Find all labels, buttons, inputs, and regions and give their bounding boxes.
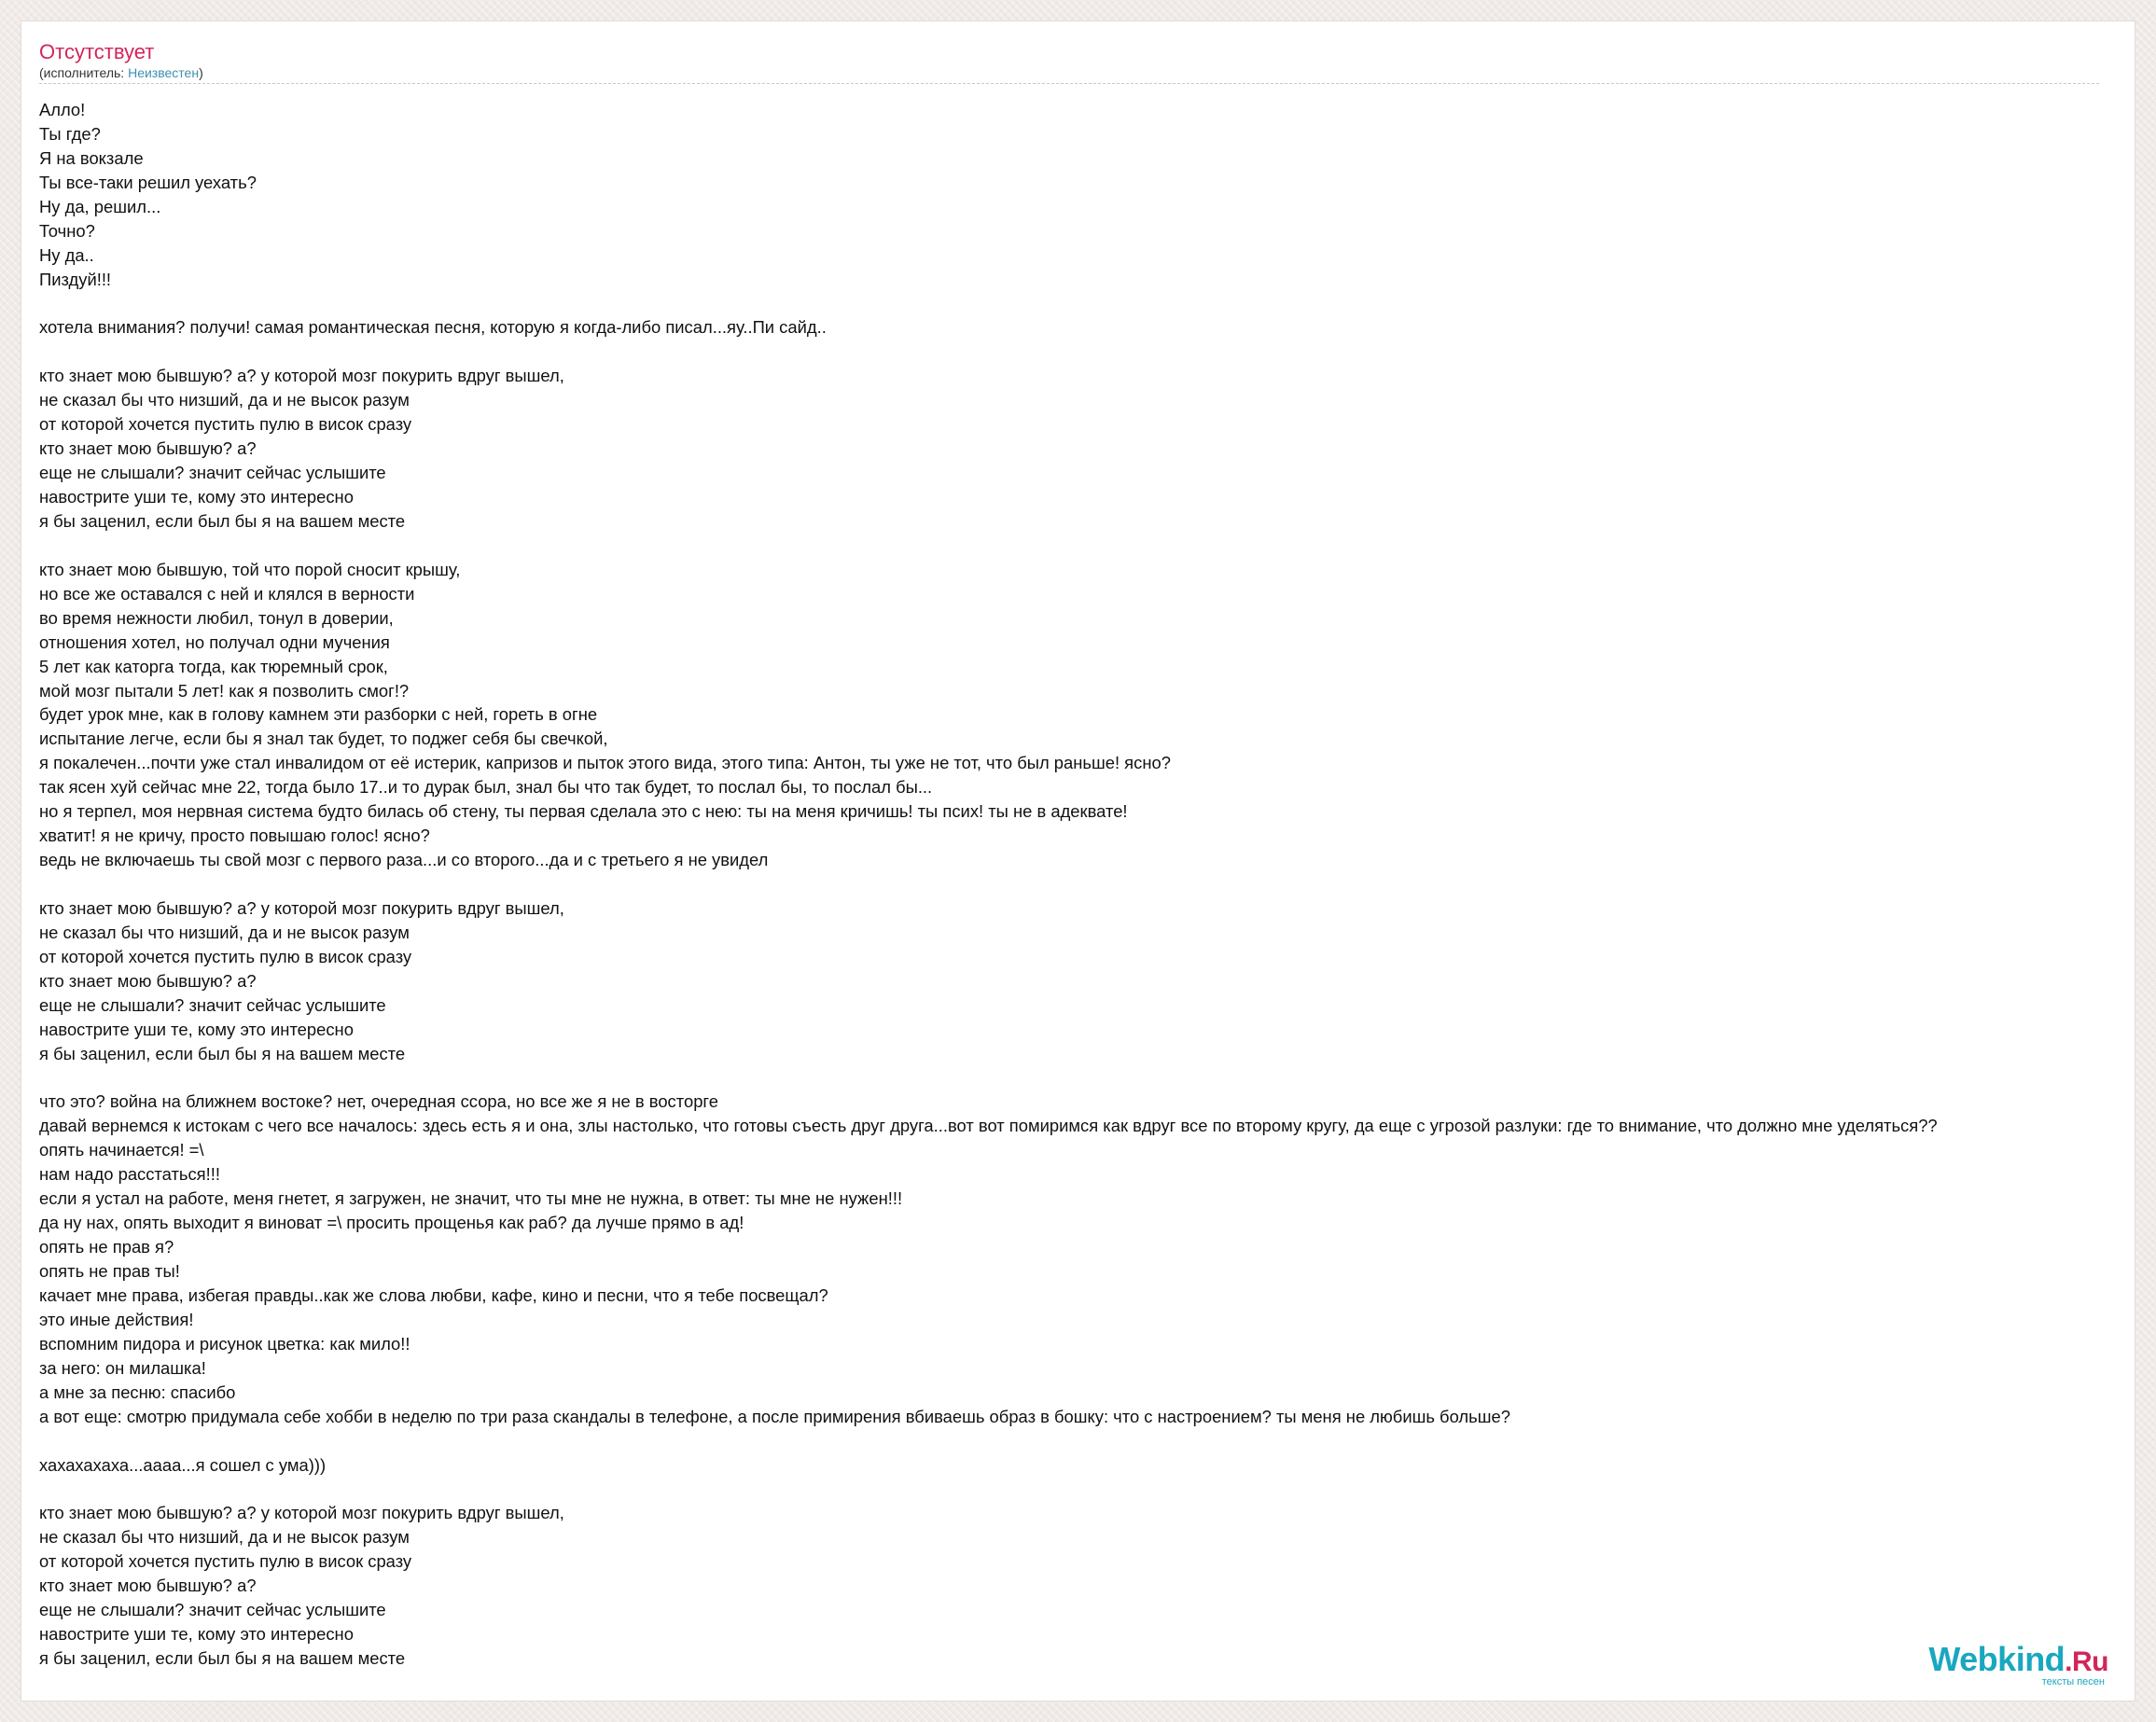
lyrics-line: ведь не включаешь ты свой мозг с первого раза...и со второго...да и с третьего я не увидел [39, 850, 769, 870]
lyrics-line: опять не прав я? [39, 1237, 174, 1257]
lyrics-line: кто знает мою бывшую? а? у которой мозг покурить вдруг вышел, [39, 1503, 564, 1523]
lyrics-line: хахахахаха...аааа...я сошел с ума))) [39, 1454, 327, 1475]
site-logo[interactable] [1928, 1642, 2108, 1687]
lyrics-line: Ты все-таки решил уехать? [39, 172, 257, 192]
lyrics-line: давай вернемся к истокам с чего все началось: здесь есть я и она, злы настолько, что готовы съесть друг друга...вот вот помиримся как вдруг все по второму кругу, да еще с угрозой разлуки: где то внимание, что должно мне уделяться?? [39, 1116, 1938, 1136]
lyrics-line: а мне за песню: спасибо [39, 1382, 236, 1402]
logo-wordmark [1928, 1642, 2108, 1680]
lyrics-line: 5 лет как каторга тогда, как тюремный срок, [39, 656, 388, 676]
lyrics-line: опять начинается! =\ [39, 1140, 204, 1160]
lyrics-line: но я терпел, моя нервная система будто билась об стену, ты первая сделала это с нею: ты на меня кричишь! ты псих! ты не в адеквате! [39, 801, 1128, 822]
lyrics-line: Ну да, решил... [39, 196, 161, 216]
performer-prefix: (исполнитель: [39, 65, 129, 80]
lyrics-line: отношения хотел, но получал одни мучения [39, 632, 390, 652]
lyrics-line: от которой хочется пустить пулю в висок сразу [39, 1551, 412, 1572]
content-card [21, 21, 2135, 1701]
lyrics-line: кто знает мою бывшую? а? у которой мозг покурить вдруг вышел, [39, 897, 564, 918]
lyrics-line: качает мне права, избегая правды..как же слова любви, кафе, кино и песни, что я тебе посвещал? [39, 1285, 828, 1305]
song-header [39, 40, 2099, 84]
lyrics-line: это иные действия! [39, 1309, 194, 1329]
logo-brand: Webkind [1928, 1640, 2066, 1678]
song-title: Отсутствует [39, 40, 155, 63]
lyrics-line: нам надо расстаться!!! [39, 1164, 220, 1185]
logo-tagline: тексты песен [2041, 1676, 2105, 1687]
lyrics-line: Пиздуй!!! [39, 269, 112, 289]
lyrics-line: еще не слышали? значит сейчас услышите [39, 994, 386, 1015]
lyrics-line: навострите уши те, кому это интересно [39, 1019, 354, 1039]
lyrics-line: я бы заценил, если был бы я на вашем месте [39, 1043, 406, 1063]
lyrics-line: что это? война на ближнем востоке? нет, очередная ссора, но все же я не в восторге [39, 1091, 718, 1112]
lyrics-blank-line [39, 1477, 2135, 1501]
lyrics-line: вспомним пидора и рисунок цветка: как мило!! [39, 1333, 410, 1354]
lyrics-line: кто знает мою бывшую? а? у которой мозг покурить вдруг вышел, [39, 366, 564, 386]
lyrics-blank-line [39, 534, 2135, 558]
lyrics-line: не сказал бы что низший, да и не высок разум [39, 922, 410, 942]
lyrics-line: за него: он милашка! [39, 1357, 206, 1378]
lyrics-blank-line [39, 1066, 2135, 1090]
lyrics-line: кто знает мою бывшую? а? [39, 1576, 257, 1596]
lyrics-line: будет урок мне, как в голову камнем эти разборки с ней, гореть в огне [39, 704, 598, 725]
lyrics-line: хватит! я не кричу, просто повышаю голос! ясно? [39, 826, 430, 846]
logo-tld: .Ru [2065, 1646, 2108, 1677]
lyrics-line: если я устал на работе, меня гнетет, я загружен, не значит, что ты мне не нужна, в ответ: ты мне не нужен!!! [39, 1188, 903, 1209]
lyrics-line: Ну да.. [39, 244, 94, 265]
lyrics-line: а вот еще: смотрю придумала себе хобби в неделю по три раза скандалы в телефоне, а после примирения вбиваешь образ в бошку: что с настроением? ты меня не любишь больше? [39, 1406, 1510, 1426]
lyrics-line: от которой хочется пустить пулю в висок сразу [39, 414, 412, 435]
lyrics-line: не сказал бы что низший, да и не высок разум [39, 390, 410, 410]
lyrics-line: Точно? [39, 220, 95, 241]
performer-line [39, 64, 2099, 81]
lyrics-line: навострите уши те, кому это интересно [39, 487, 354, 507]
lyrics-line: навострите уши те, кому это интересно [39, 1624, 354, 1645]
lyrics-line: Ты где? [39, 123, 101, 144]
lyrics-line: испытание легче, если бы я знал так будет, то поджег себя бы свечкой, [39, 729, 608, 749]
lyrics-line: Я на вокзале [39, 147, 144, 168]
lyrics-blank-line [39, 292, 2135, 316]
lyrics-line: так ясен хуй сейчас мне 22, тогда было 17..и то дурак был, знал бы что так будет, то послал бы, то послал бы... [39, 777, 933, 798]
lyrics-line: не сказал бы что низший, да и не высок разум [39, 1527, 410, 1548]
lyrics-blank-line [39, 872, 2135, 896]
lyrics-line: кто знает мою бывшую? а? [39, 438, 257, 459]
performer-suffix: ) [199, 65, 203, 80]
lyrics-line: кто знает мою бывшую, той что порой сносит крышу, [39, 559, 461, 579]
lyrics-line: Алло! [39, 100, 86, 119]
lyrics-line: от которой хочется пустить пулю в висок сразу [39, 946, 412, 966]
lyrics-line: еще не слышали? значит сейчас услышите [39, 463, 386, 483]
lyrics-line: мой мозг пытали 5 лет! как я позволить смог!? [39, 680, 410, 701]
lyrics-blank-line [39, 340, 2135, 364]
lyrics-line: хотела внимания? получи! самая романтическая песня, которую я когда-либо писал...яу..Пи сайд.. [39, 317, 827, 338]
lyrics-line: еще не слышали? значит сейчас услышите [39, 1600, 386, 1620]
lyrics-line: я бы заценил, если был бы я на вашем месте [39, 510, 406, 531]
lyrics-line: да ну нах, опять выходит я виноват =\ просить прощенья как раб? да лучше прямо в ад! [39, 1213, 744, 1233]
lyrics-line: во время нежности любил, тонул в доверии, [39, 607, 394, 628]
lyrics-line: кто знает мою бывшую? а? [39, 970, 257, 991]
lyrics-line: но все же оставался с ней и клялся в верности [39, 583, 415, 604]
lyrics-line: я покалечен...почти уже стал инвалидом от её истерик, капризов и пыток этого вида, этого типа: Антон, ты уже не тот, что был раньше! ясно? [39, 753, 1171, 773]
lyrics-line: я бы заценил, если был бы я на вашем месте [39, 1648, 406, 1668]
lyrics-line: опять не прав ты! [39, 1261, 180, 1281]
lyrics-blank-line [39, 1429, 2135, 1453]
lyrics-text [39, 98, 2135, 1671]
performer-link[interactable]: Неизвестен [128, 65, 200, 80]
